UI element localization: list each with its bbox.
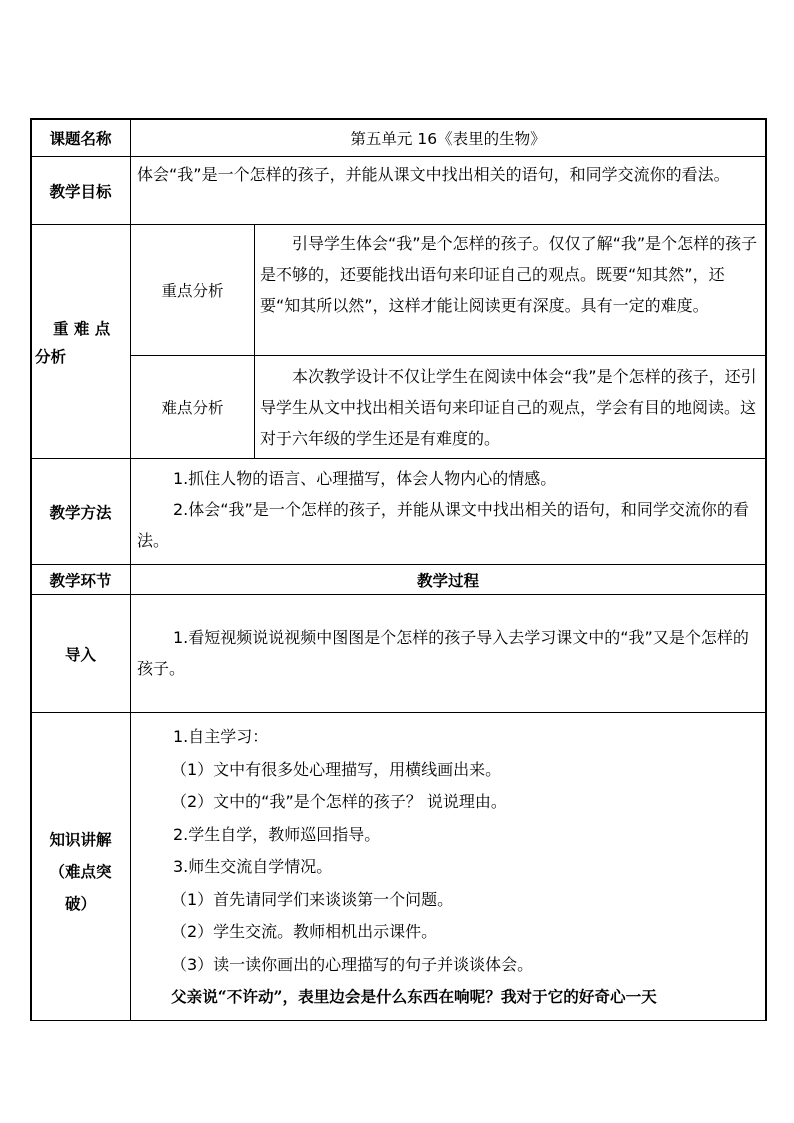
table-border-right [765, 118, 767, 1021]
knowledge-line: （1）首先请同学们来谈谈第一个问题。 [171, 889, 454, 909]
goal-text: 体会“我”是一个怎样的孩子，并能从课文中找出相关的语句，和同学交流你的看法。 [137, 165, 730, 184]
key-point-content [260, 228, 762, 354]
process-stage-label [31, 565, 130, 594]
knowledge-line: （3）读一读你画出的心理描写的句子并谈谈体会。 [171, 954, 534, 974]
difficult-point-text: 本次教学设计不仅让学生在阅读中体会“我”是个怎样的孩子，还引导学生从文中找出相关语句来印证自己的观点，学会有目的地阅读。这对于六年级的学生还是有难度的。 [260, 367, 757, 448]
knowledge-label [31, 713, 130, 1020]
goal-label-text: 教学目标 [49, 181, 112, 201]
knowledge-label-line3: 破） [64, 893, 96, 913]
knowledge-label-line1: 知识讲解 [49, 829, 112, 849]
table-border-bottom [30, 1020, 767, 1021]
knowledge-line: 3.师生交流自学情况。 [173, 857, 333, 876]
analysis-label-line2: 分析 [35, 346, 67, 366]
method-label [31, 459, 130, 564]
intro-label [31, 595, 130, 712]
knowledge-line: 1.自主学习： [173, 727, 269, 746]
difficult-point-label [131, 356, 254, 458]
goal-label [31, 157, 130, 224]
intro-text: 1.看短视频说说视频中图图是个怎样的孩子导入去学习课文中的“我”又是个怎样的孩子。 [137, 628, 749, 678]
row-divider [30, 156, 767, 157]
row-divider [30, 458, 767, 459]
method-label-text: 教学方法 [49, 502, 112, 522]
method-content [137, 463, 762, 563]
difficult-point-label-text: 难点分析 [161, 399, 224, 417]
analysis-label [31, 225, 130, 458]
knowledge-line: 2.学生自学，教师巡回指导。 [173, 824, 381, 844]
method-item-1: 1.抓住人物的语言、心理描写，体会人物内心的情感。 [173, 469, 557, 488]
goal-content [137, 159, 762, 223]
lesson-title-text: 第五单元 16《表里的生物》 [350, 130, 546, 148]
process-header-text: 教学过程 [416, 570, 479, 590]
title-value [131, 120, 765, 156]
knowledge-bold-line: 父亲说“不许动”，表里边会是什么东西在响呢？我对于它的好奇心一天 [171, 987, 657, 1006]
method-item-2: 2.体会“我”是一个怎样的孩子，并能从课文中找出相关的语句，和同学交流你的看法。 [137, 500, 749, 550]
analysis-label-line1: 重 难 点 [53, 318, 111, 338]
analysis-inner-divider [254, 224, 255, 458]
title-label-text: 课题名称 [49, 129, 112, 148]
row-divider [30, 712, 767, 713]
knowledge-line: （2）文中的“我”是个怎样的孩子？ 说说理由。 [171, 792, 507, 811]
difficult-point-content [260, 361, 762, 457]
key-point-label-text: 重点分析 [161, 282, 224, 300]
knowledge-label-line2: （难点突 [49, 861, 112, 881]
process-stage-label-text: 教学环节 [49, 570, 112, 590]
knowledge-content [137, 721, 764, 1019]
title-label [31, 120, 130, 156]
key-point-label [131, 225, 254, 355]
intro-label-text: 导入 [64, 644, 96, 664]
knowledge-line: （2）学生交流。教师相机出示课件。 [171, 922, 438, 941]
intro-content [137, 622, 762, 692]
process-header [131, 565, 765, 594]
key-point-text: 引导学生体会“我”是个怎样的孩子。仅仅了解“我”是个怎样的孩子是不够的，还要能找出语句来印证自己的观点。既要“知其然”，还要“知其所以然”，这样才能让阅读更有深度。具有一定的难度。 [260, 234, 758, 315]
knowledge-line: （1）文中有很多处心理描写，用横线画出来。 [171, 759, 502, 779]
row-divider [30, 594, 767, 595]
